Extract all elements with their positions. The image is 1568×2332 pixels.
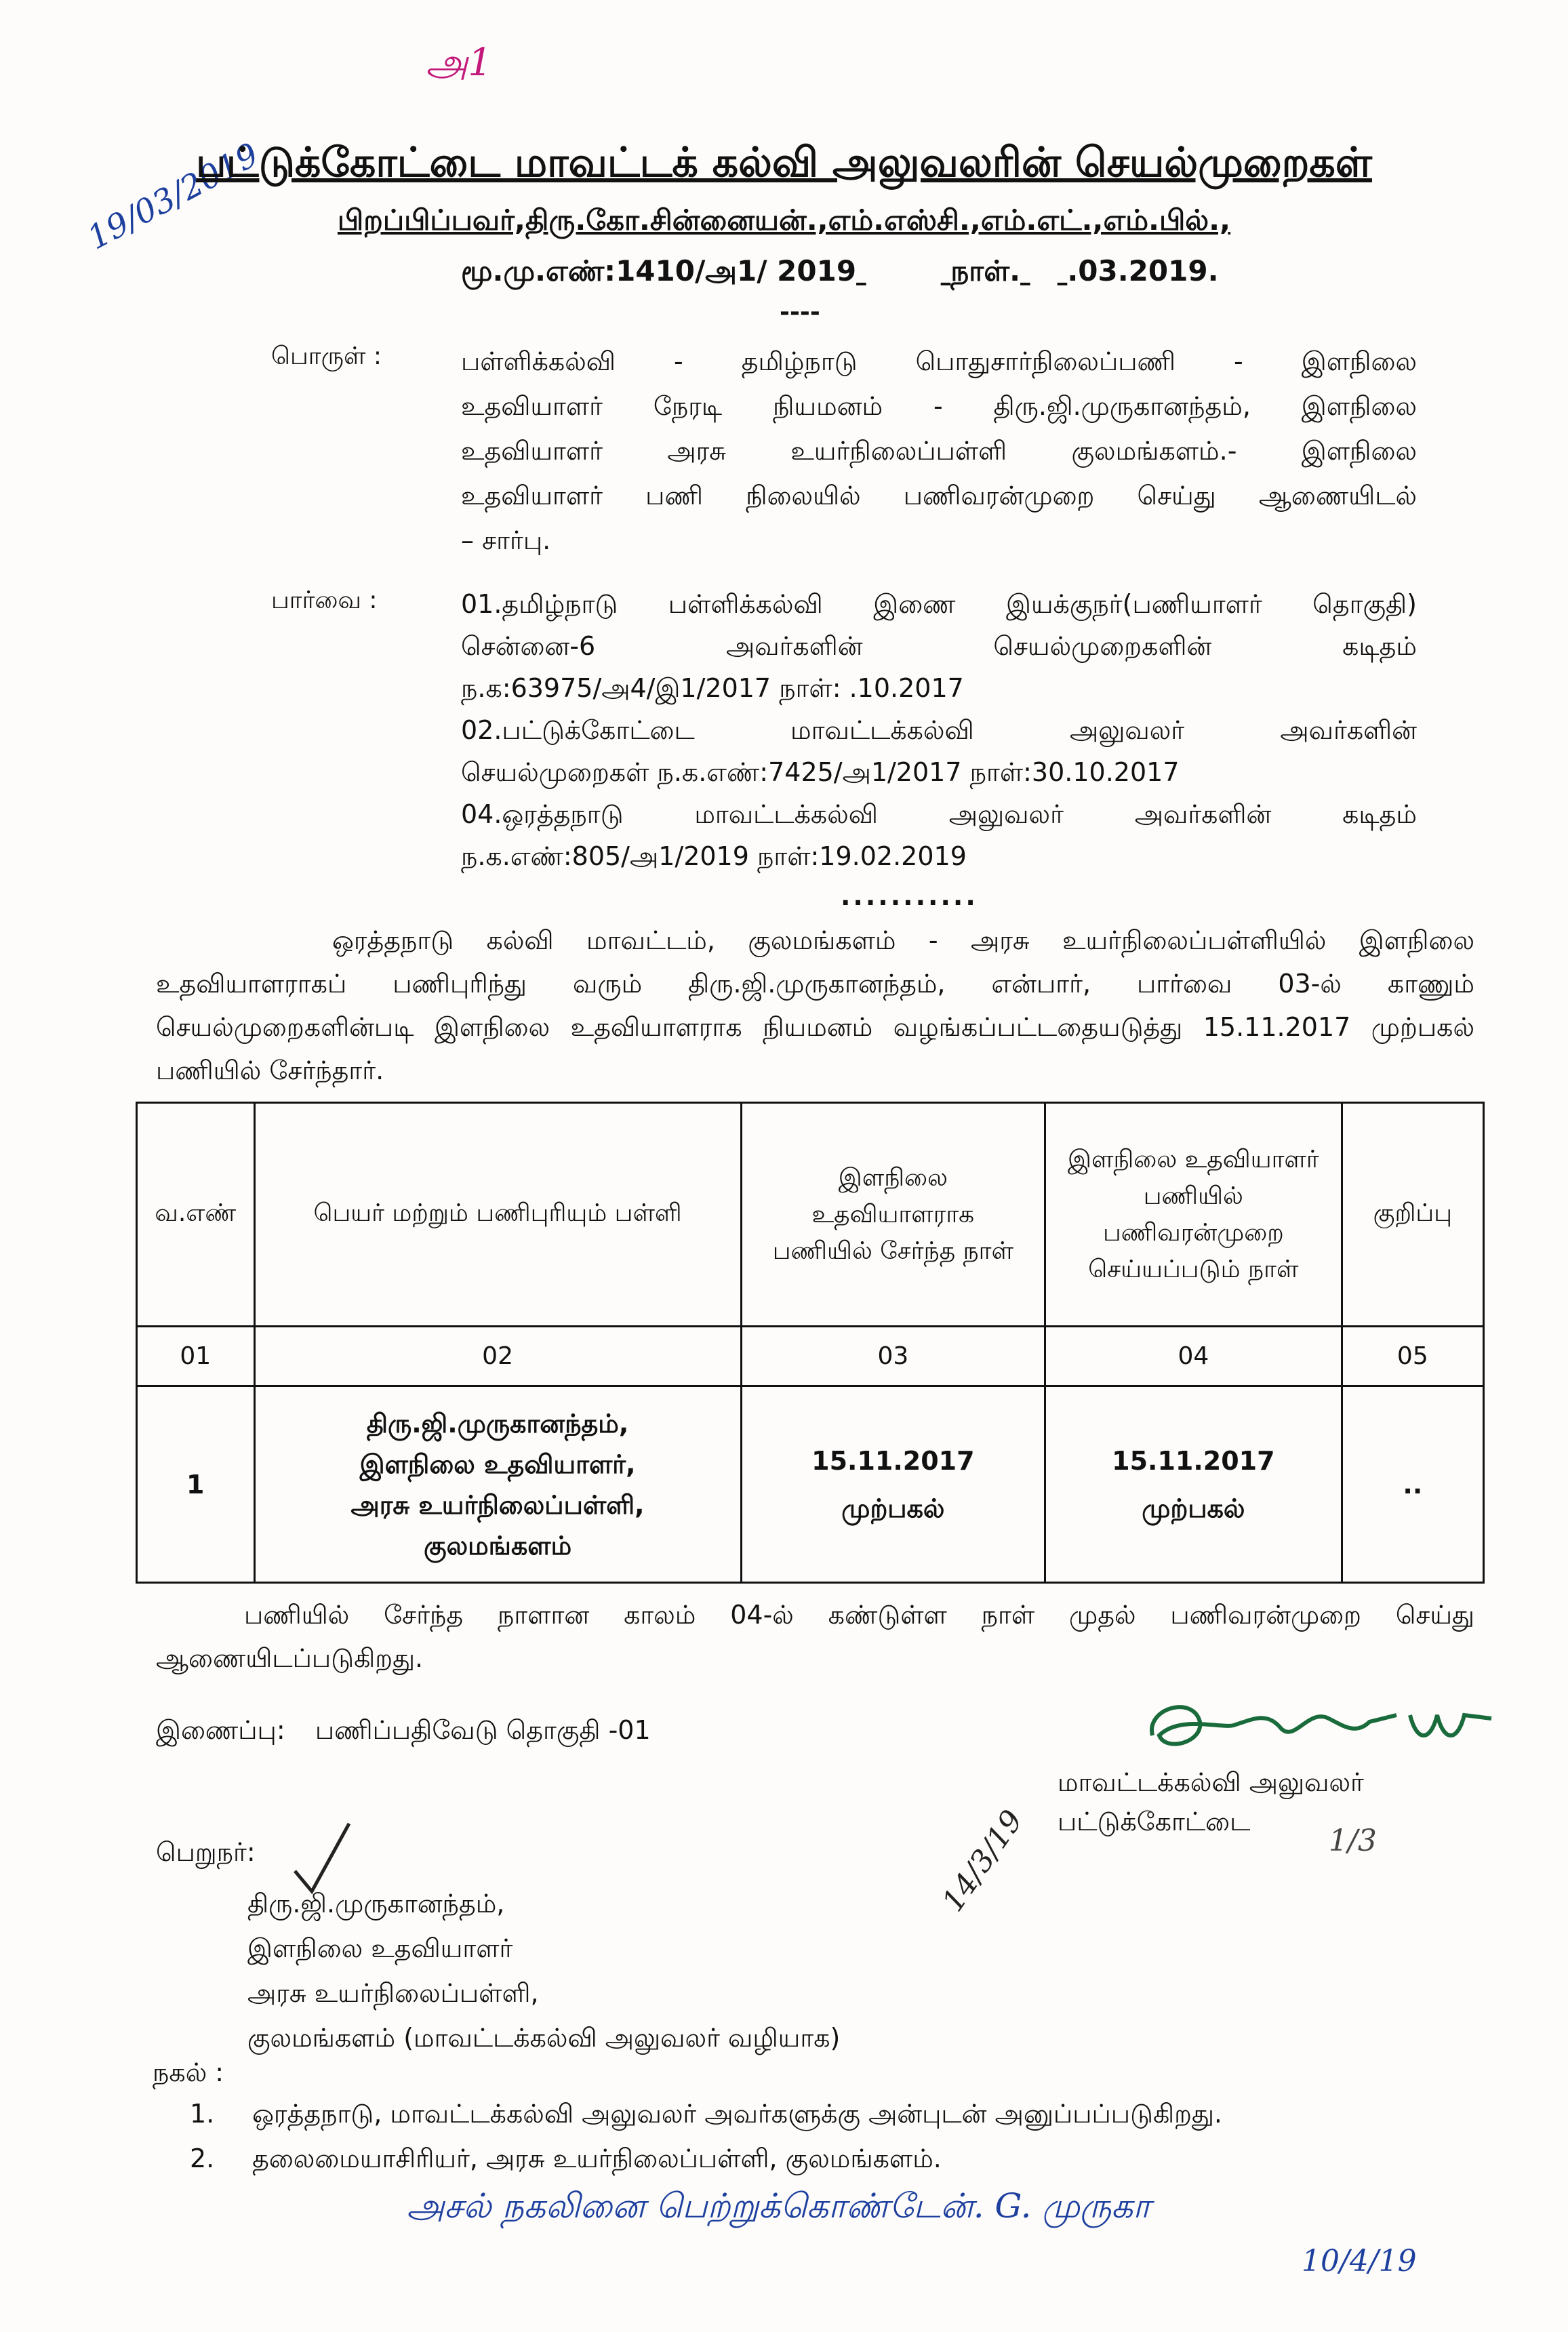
reference-text xyxy=(461,583,1417,877)
column-number: 03 xyxy=(741,1327,1045,1386)
issuer-line: பிறப்பிப்பவர்,திரு.கோ.சின்னையன்.,எம்.எஸ்சி.,எம்.எட்.,எம்.பில்., xyxy=(337,203,1231,237)
handwritten-acknowledgement: அசல் நகலினை பெற்றுக்கொண்டேன். G. முருகா xyxy=(407,2186,1151,2226)
reference-line: 04.ஒரத்தநாடு மாவட்டக்கல்வி அலுவலர் அவர்களின் கடிதம் xyxy=(461,799,1417,829)
copy-item-text: தலைமையாசிரியர், அரசு உயர்நிலைப்பள்ளி, குலமங்களம். xyxy=(252,2144,942,2173)
row-name xyxy=(254,1386,741,1583)
column-number: 02 xyxy=(254,1327,741,1386)
subject-line: பள்ளிக்கல்வி - தமிழ்நாடு பொதுசார்நிலைப்பணி - இளநிலை xyxy=(461,346,1417,376)
date-label: நாள். xyxy=(950,254,1021,287)
recipient-address xyxy=(247,1881,840,2060)
reference-line: 01.தமிழ்நாடு பள்ளிக்கல்வி இணை இயக்குநர்(பணியாளர் தொகுதி) xyxy=(461,589,1417,619)
copy-item-text: ஒரத்தநாடு, மாவட்டக்கல்வி அலுவலர் அவர்களுக்கு அன்புடன் அனுப்பப்படுகிறது. xyxy=(252,2099,1222,2129)
ref-number: மூ.மு.எண்:1410/அ1/ 2019 xyxy=(461,254,857,287)
copy-list xyxy=(190,2091,1222,2181)
reference-line: செயல்முறைகள் ந.க.எண்:7425/அ1/2017 நாள்:30.10.2017 xyxy=(461,757,1180,787)
header-name: பெயர் மற்றும் பணிபுரியும் பள்ளி xyxy=(254,1103,741,1327)
date-value: .03.2019. xyxy=(1067,254,1219,287)
regularisation-table xyxy=(136,1102,1485,1584)
enclosure-text: பணிப்பதிவேடு தொகுதி -01 xyxy=(315,1715,651,1745)
row-name-line: அரசு உயர்நிலைப்பள்ளி, xyxy=(350,1489,645,1520)
order-text: பணியில் சேர்ந்த நாளான காலம் 04-ல் கண்டுள்ள நாள் முதல் பணிவரன்முறை செய்து ஆணையிடப்படுகிறது. xyxy=(156,1600,1474,1673)
row-name-line: குலமங்களம் xyxy=(424,1530,572,1561)
signatory-block xyxy=(1058,1763,1364,1841)
enclosure-line xyxy=(156,1715,651,1749)
header-remarks: குறிப்பு xyxy=(1342,1103,1483,1327)
recipient-line: இளநிலை உதவியாளர் xyxy=(247,1933,513,1963)
table-row xyxy=(137,1386,1484,1583)
table-number-row xyxy=(137,1327,1484,1386)
copy-item-number: 2. xyxy=(190,2144,215,2173)
reference-label: பார்வை : xyxy=(271,586,378,614)
recipient-line: அரசு உயர்நிலைப்பள்ளி, xyxy=(247,1978,539,2008)
officer-signature xyxy=(1139,1688,1505,1769)
row-sno: 1 xyxy=(137,1386,255,1583)
handwritten-fraction: 1/3 xyxy=(1329,1824,1377,1858)
copy-item xyxy=(190,2136,1222,2181)
copy-label: நகல் : xyxy=(153,2057,224,2087)
subject-line: – சார்பு. xyxy=(461,525,551,555)
recipient-label: பெறுநர்: xyxy=(156,1837,256,1867)
body-paragraph: ஒரத்தநாடு கல்வி மாவட்டம், குலமங்களம் - அரசு உயர்நிலைப்பள்ளியில் இளநிலை உதவியாளராகப் பணிபுரிந்து வரும் திரு.ஜி.முருகானந்தம், என்பார், பார்வை 03-ல் காணும் செயல்முறைகளின்படி இளநிலை உதவியாளராக நியமனம் வழங்கப்பட்டதையடுத்து 15.11.2017 முற்பகல் பணியில் சேர்ந்தார். xyxy=(156,925,1474,1085)
handwritten-received-date: 19/03/2019 xyxy=(81,136,265,258)
row-regularisation-date xyxy=(1045,1386,1342,1583)
table-header-row xyxy=(137,1103,1484,1327)
handwritten-initial-date: 14/3/19 xyxy=(936,1804,1030,1918)
subject-text xyxy=(461,339,1417,563)
signatory-designation: மாவட்டக்கல்வி அலுவலர் xyxy=(1058,1767,1364,1797)
subject-label: பொருள் : xyxy=(271,342,382,370)
copy-item xyxy=(190,2091,1222,2136)
signatory-place: பட்டுக்கோட்டை xyxy=(1058,1807,1251,1836)
join-date: 15.11.2017 xyxy=(811,1445,975,1476)
enclosure-label: இணைப்பு: xyxy=(156,1715,285,1745)
recipient-line: திரு.ஜி.முருகானந்தம், xyxy=(247,1889,505,1918)
column-number: 01 xyxy=(137,1327,255,1386)
row-name-line: இளநிலை உதவியாளர், xyxy=(359,1449,636,1479)
subject-line: உதவியாளர் அரசு உயர்நிலைப்பள்ளி குலமங்களம்.- இளநிலை xyxy=(461,436,1417,466)
reference-line: ந.க:63975/அ4/இ1/2017 நாள்: .10.2017 xyxy=(461,673,964,703)
handwritten-ack-date: 10/4/19 xyxy=(1302,2244,1417,2278)
handwritten-mark-top: அ1 xyxy=(426,41,492,85)
separator: ---- xyxy=(780,298,820,326)
join-session: முற்பகல் xyxy=(841,1493,945,1523)
row-remarks: .. xyxy=(1342,1386,1483,1583)
header-regularisation-date: இளநிலை உதவியாளர் பணியில் பணிவரன்முறை செய்யப்படும் நாள் xyxy=(1045,1103,1342,1327)
header-join-date: இளநிலை உதவியாளராக பணியில் சேர்ந்த நாள் xyxy=(741,1103,1045,1327)
reference-number-line xyxy=(461,254,1219,292)
regularisation-session: முற்பகல் xyxy=(1142,1493,1245,1523)
reference-line: சென்னை-6 அவர்களின் செயல்முறைகளின் கடிதம் xyxy=(461,631,1417,661)
copy-item-number: 1. xyxy=(190,2099,215,2129)
page-title: பட்டுக்கோட்டை மாவட்டக் கல்வி அலுவலரின் செயல்முறைகள் xyxy=(196,139,1372,186)
subject-line: உதவியாளர் நேரடி நியமனம் - திரு.ஜி.முருகானந்தம், இளநிலை xyxy=(461,391,1417,421)
reference-line: 02.பட்டுக்கோட்டை மாவட்டக்கல்வி அலுவலர் அவர்களின் xyxy=(461,715,1417,745)
dotted-separator: ........... xyxy=(841,881,978,911)
subject-line: உதவியாளர் பணி நிலையில் பணிவரன்முறை செய்து ஆணையிடல் xyxy=(461,481,1417,510)
row-join-date xyxy=(741,1386,1045,1583)
recipient-line: குலமங்களம் (மாவட்டக்கல்வி அலுவலர் வழியாக) xyxy=(247,2023,841,2053)
header-sno: வ.எண் xyxy=(137,1103,255,1327)
row-name-line: திரு.ஜி.முருகானந்தம், xyxy=(366,1408,629,1439)
regularisation-date: 15.11.2017 xyxy=(1112,1445,1275,1476)
column-number: 04 xyxy=(1045,1327,1342,1386)
reference-line: ந.க.எண்:805/அ1/2019 நாள்:19.02.2019 xyxy=(461,841,967,871)
column-number: 05 xyxy=(1342,1327,1483,1386)
